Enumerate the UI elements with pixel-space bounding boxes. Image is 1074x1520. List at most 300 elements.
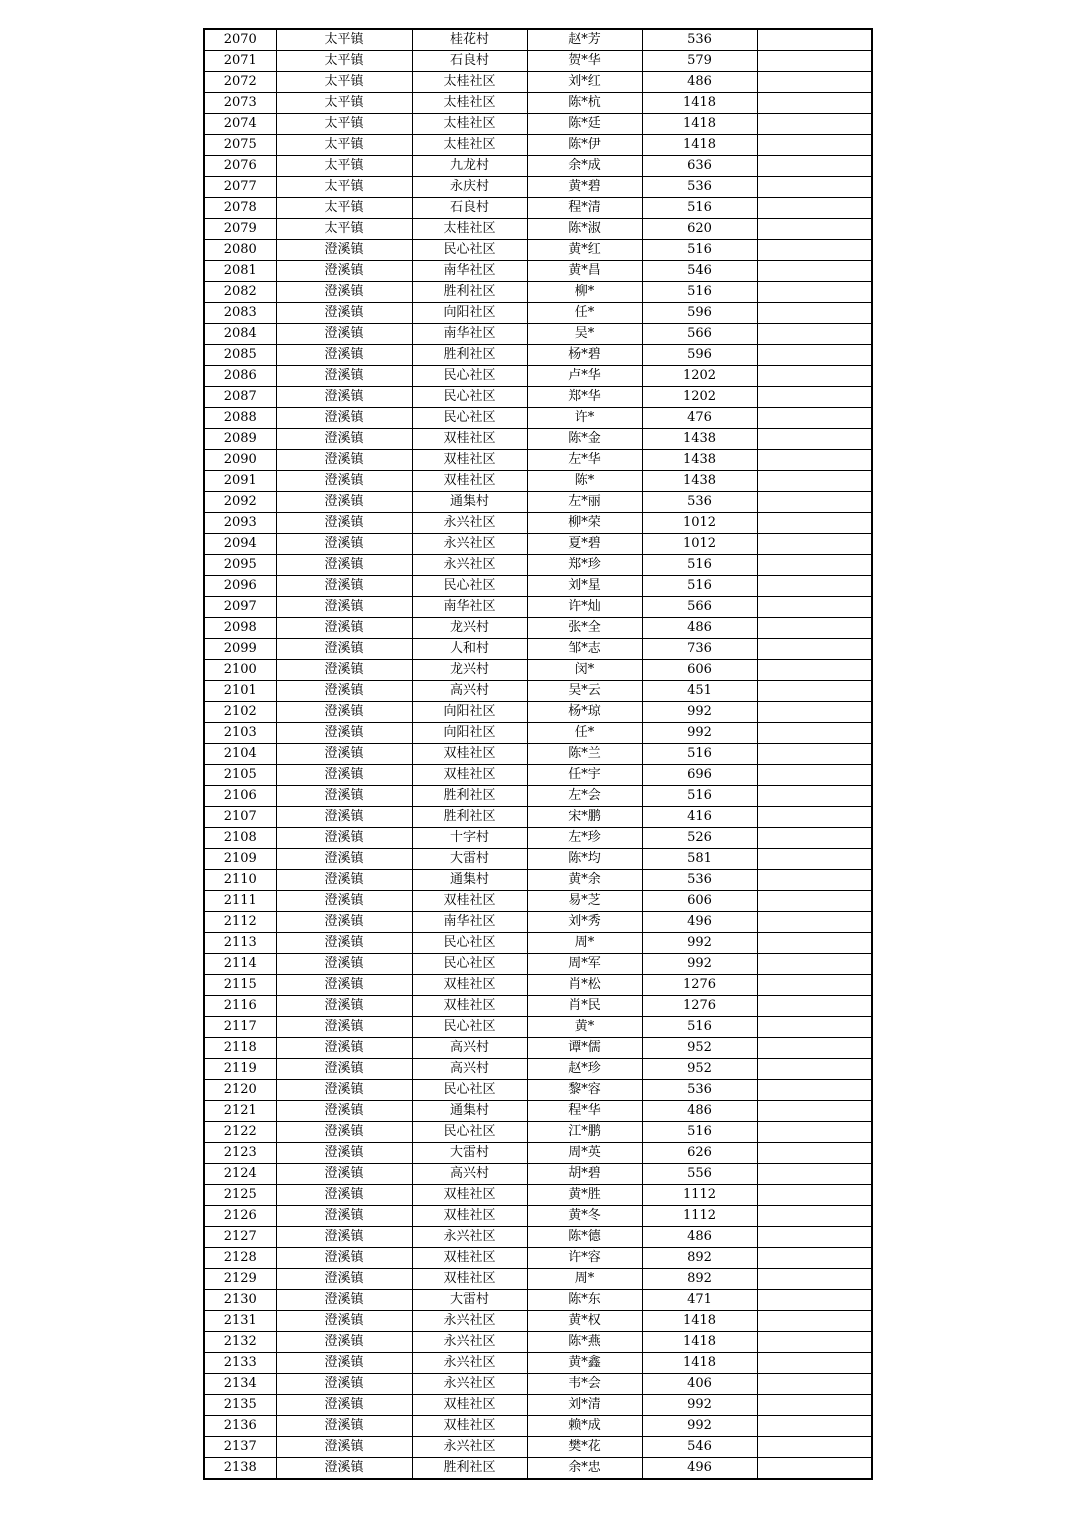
note-cell bbox=[757, 345, 872, 366]
note-cell bbox=[757, 1038, 872, 1059]
note-cell bbox=[757, 282, 872, 303]
note-cell bbox=[757, 429, 872, 450]
serial-cell: 2134 bbox=[204, 1374, 276, 1395]
village-cell: 人和村 bbox=[412, 639, 527, 660]
town-cell: 澄溪镇 bbox=[276, 597, 412, 618]
village-cell: 石良村 bbox=[412, 51, 527, 72]
amount-cell: 476 bbox=[642, 408, 757, 429]
name-cell: 任* bbox=[527, 303, 642, 324]
amount-cell: 486 bbox=[642, 72, 757, 93]
note-cell bbox=[757, 1122, 872, 1143]
note-cell bbox=[757, 29, 872, 51]
town-cell: 澄溪镇 bbox=[276, 450, 412, 471]
serial-cell: 2083 bbox=[204, 303, 276, 324]
village-cell: 高兴村 bbox=[412, 1038, 527, 1059]
name-cell: 陈*德 bbox=[527, 1227, 642, 1248]
name-cell: 柳* bbox=[527, 282, 642, 303]
town-cell: 澄溪镇 bbox=[276, 849, 412, 870]
serial-cell: 2128 bbox=[204, 1248, 276, 1269]
name-cell: 陈*廷 bbox=[527, 114, 642, 135]
village-cell: 永兴社区 bbox=[412, 1311, 527, 1332]
serial-cell: 2106 bbox=[204, 786, 276, 807]
table-row bbox=[204, 807, 872, 828]
note-cell bbox=[757, 408, 872, 429]
village-cell: 太桂社区 bbox=[412, 114, 527, 135]
amount-cell: 892 bbox=[642, 1269, 757, 1290]
table-row bbox=[204, 1311, 872, 1332]
amount-cell: 636 bbox=[642, 156, 757, 177]
name-cell: 杨*琼 bbox=[527, 702, 642, 723]
note-cell bbox=[757, 177, 872, 198]
amount-cell: 486 bbox=[642, 618, 757, 639]
town-cell: 澄溪镇 bbox=[276, 1395, 412, 1416]
amount-cell: 546 bbox=[642, 1437, 757, 1458]
name-cell: 宋*鹏 bbox=[527, 807, 642, 828]
amount-cell: 1202 bbox=[642, 366, 757, 387]
name-cell: 杨*碧 bbox=[527, 345, 642, 366]
town-cell: 澄溪镇 bbox=[276, 1122, 412, 1143]
name-cell: 郑*华 bbox=[527, 387, 642, 408]
note-cell bbox=[757, 114, 872, 135]
amount-cell: 606 bbox=[642, 891, 757, 912]
name-cell: 黄*鑫 bbox=[527, 1353, 642, 1374]
amount-cell: 1438 bbox=[642, 450, 757, 471]
serial-cell: 2079 bbox=[204, 219, 276, 240]
name-cell: 黄*余 bbox=[527, 870, 642, 891]
name-cell: 周*军 bbox=[527, 954, 642, 975]
village-cell: 大雷村 bbox=[412, 849, 527, 870]
name-cell: 左*丽 bbox=[527, 492, 642, 513]
table-row bbox=[204, 891, 872, 912]
table-row bbox=[204, 618, 872, 639]
village-cell: 永庆村 bbox=[412, 177, 527, 198]
village-cell: 通集村 bbox=[412, 870, 527, 891]
amount-cell: 1418 bbox=[642, 1353, 757, 1374]
serial-cell: 2103 bbox=[204, 723, 276, 744]
amount-cell: 1418 bbox=[642, 114, 757, 135]
serial-cell: 2138 bbox=[204, 1458, 276, 1480]
amount-cell: 471 bbox=[642, 1290, 757, 1311]
town-cell: 澄溪镇 bbox=[276, 1248, 412, 1269]
table-row bbox=[204, 1227, 872, 1248]
note-cell bbox=[757, 303, 872, 324]
serial-cell: 2094 bbox=[204, 534, 276, 555]
village-cell: 大雷村 bbox=[412, 1290, 527, 1311]
name-cell: 易*芝 bbox=[527, 891, 642, 912]
serial-cell: 2091 bbox=[204, 471, 276, 492]
amount-cell: 496 bbox=[642, 1458, 757, 1480]
town-cell: 太平镇 bbox=[276, 29, 412, 51]
amount-cell: 626 bbox=[642, 1143, 757, 1164]
amount-cell: 516 bbox=[642, 786, 757, 807]
town-cell: 澄溪镇 bbox=[276, 492, 412, 513]
village-cell: 通集村 bbox=[412, 492, 527, 513]
village-cell: 双桂社区 bbox=[412, 891, 527, 912]
table-row bbox=[204, 681, 872, 702]
village-cell: 民心社区 bbox=[412, 1080, 527, 1101]
note-cell bbox=[757, 324, 872, 345]
note-cell bbox=[757, 912, 872, 933]
village-cell: 民心社区 bbox=[412, 387, 527, 408]
table-row bbox=[204, 639, 872, 660]
note-cell bbox=[757, 933, 872, 954]
serial-cell: 2081 bbox=[204, 261, 276, 282]
village-cell: 双桂社区 bbox=[412, 975, 527, 996]
village-cell: 双桂社区 bbox=[412, 1395, 527, 1416]
town-cell: 澄溪镇 bbox=[276, 723, 412, 744]
name-cell: 张*全 bbox=[527, 618, 642, 639]
note-cell bbox=[757, 135, 872, 156]
name-cell: 赵*珍 bbox=[527, 1059, 642, 1080]
table-row bbox=[204, 408, 872, 429]
note-cell bbox=[757, 156, 872, 177]
amount-cell: 566 bbox=[642, 597, 757, 618]
village-cell: 永兴社区 bbox=[412, 534, 527, 555]
amount-cell: 581 bbox=[642, 849, 757, 870]
table-row bbox=[204, 513, 872, 534]
note-cell bbox=[757, 1080, 872, 1101]
amount-cell: 486 bbox=[642, 1101, 757, 1122]
name-cell: 许*容 bbox=[527, 1248, 642, 1269]
amount-cell: 516 bbox=[642, 1122, 757, 1143]
note-cell bbox=[757, 219, 872, 240]
amount-cell: 1418 bbox=[642, 135, 757, 156]
serial-cell: 2075 bbox=[204, 135, 276, 156]
name-cell: 韦*会 bbox=[527, 1374, 642, 1395]
serial-cell: 2101 bbox=[204, 681, 276, 702]
note-cell bbox=[757, 975, 872, 996]
town-cell: 澄溪镇 bbox=[276, 576, 412, 597]
village-cell: 双桂社区 bbox=[412, 1206, 527, 1227]
note-cell bbox=[757, 597, 872, 618]
table-row bbox=[204, 429, 872, 450]
village-cell: 民心社区 bbox=[412, 954, 527, 975]
note-cell bbox=[757, 954, 872, 975]
name-cell: 闵* bbox=[527, 660, 642, 681]
serial-cell: 2088 bbox=[204, 408, 276, 429]
village-cell: 永兴社区 bbox=[412, 555, 527, 576]
serial-cell: 2085 bbox=[204, 345, 276, 366]
village-cell: 永兴社区 bbox=[412, 1374, 527, 1395]
town-cell: 太平镇 bbox=[276, 198, 412, 219]
name-cell: 任*宇 bbox=[527, 765, 642, 786]
serial-cell: 2116 bbox=[204, 996, 276, 1017]
village-cell: 民心社区 bbox=[412, 1122, 527, 1143]
amount-cell: 1012 bbox=[642, 534, 757, 555]
note-cell bbox=[757, 1290, 872, 1311]
name-cell: 左*珍 bbox=[527, 828, 642, 849]
village-cell: 永兴社区 bbox=[412, 1227, 527, 1248]
village-cell: 太桂社区 bbox=[412, 72, 527, 93]
village-cell: 民心社区 bbox=[412, 1017, 527, 1038]
table-row bbox=[204, 744, 872, 765]
town-cell: 太平镇 bbox=[276, 177, 412, 198]
village-cell: 桂花村 bbox=[412, 29, 527, 51]
serial-cell: 2100 bbox=[204, 660, 276, 681]
roster-table bbox=[203, 28, 873, 1480]
village-cell: 龙兴村 bbox=[412, 618, 527, 639]
serial-cell: 2114 bbox=[204, 954, 276, 975]
amount-cell: 516 bbox=[642, 240, 757, 261]
note-cell bbox=[757, 1143, 872, 1164]
note-cell bbox=[757, 1248, 872, 1269]
town-cell: 澄溪镇 bbox=[276, 765, 412, 786]
note-cell bbox=[757, 1206, 872, 1227]
amount-cell: 1112 bbox=[642, 1206, 757, 1227]
amount-cell: 536 bbox=[642, 492, 757, 513]
table-row bbox=[204, 996, 872, 1017]
town-cell: 澄溪镇 bbox=[276, 660, 412, 681]
village-cell: 龙兴村 bbox=[412, 660, 527, 681]
table-row bbox=[204, 786, 872, 807]
village-cell: 太桂社区 bbox=[412, 219, 527, 240]
table-row bbox=[204, 324, 872, 345]
name-cell: 余*忠 bbox=[527, 1458, 642, 1480]
town-cell: 澄溪镇 bbox=[276, 282, 412, 303]
note-cell bbox=[757, 1311, 872, 1332]
table-row bbox=[204, 1122, 872, 1143]
name-cell: 吴*云 bbox=[527, 681, 642, 702]
name-cell: 黄*碧 bbox=[527, 177, 642, 198]
table-row bbox=[204, 198, 872, 219]
serial-cell: 2093 bbox=[204, 513, 276, 534]
amount-cell: 992 bbox=[642, 1416, 757, 1437]
table-row bbox=[204, 1353, 872, 1374]
serial-cell: 2087 bbox=[204, 387, 276, 408]
town-cell: 澄溪镇 bbox=[276, 933, 412, 954]
amount-cell: 556 bbox=[642, 1164, 757, 1185]
amount-cell: 1418 bbox=[642, 1332, 757, 1353]
amount-cell: 596 bbox=[642, 345, 757, 366]
name-cell: 余*成 bbox=[527, 156, 642, 177]
amount-cell: 579 bbox=[642, 51, 757, 72]
note-cell bbox=[757, 1164, 872, 1185]
name-cell: 左*会 bbox=[527, 786, 642, 807]
town-cell: 澄溪镇 bbox=[276, 534, 412, 555]
name-cell: 周* bbox=[527, 933, 642, 954]
table-row bbox=[204, 1332, 872, 1353]
serial-cell: 2105 bbox=[204, 765, 276, 786]
name-cell: 黄*昌 bbox=[527, 261, 642, 282]
table-row bbox=[204, 576, 872, 597]
serial-cell: 2129 bbox=[204, 1269, 276, 1290]
village-cell: 民心社区 bbox=[412, 366, 527, 387]
amount-cell: 1112 bbox=[642, 1185, 757, 1206]
amount-cell: 406 bbox=[642, 1374, 757, 1395]
serial-cell: 2082 bbox=[204, 282, 276, 303]
village-cell: 双桂社区 bbox=[412, 1185, 527, 1206]
town-cell: 澄溪镇 bbox=[276, 303, 412, 324]
serial-cell: 2124 bbox=[204, 1164, 276, 1185]
village-cell: 九龙村 bbox=[412, 156, 527, 177]
serial-cell: 2089 bbox=[204, 429, 276, 450]
village-cell: 胜利社区 bbox=[412, 1458, 527, 1480]
name-cell: 陈*伊 bbox=[527, 135, 642, 156]
amount-cell: 516 bbox=[642, 282, 757, 303]
town-cell: 澄溪镇 bbox=[276, 261, 412, 282]
note-cell bbox=[757, 555, 872, 576]
village-cell: 民心社区 bbox=[412, 576, 527, 597]
town-cell: 澄溪镇 bbox=[276, 1185, 412, 1206]
amount-cell: 536 bbox=[642, 29, 757, 51]
town-cell: 澄溪镇 bbox=[276, 387, 412, 408]
town-cell: 澄溪镇 bbox=[276, 1374, 412, 1395]
note-cell bbox=[757, 828, 872, 849]
name-cell: 刘*秀 bbox=[527, 912, 642, 933]
serial-cell: 2090 bbox=[204, 450, 276, 471]
table-row bbox=[204, 72, 872, 93]
village-cell: 永兴社区 bbox=[412, 1437, 527, 1458]
name-cell: 陈*燕 bbox=[527, 1332, 642, 1353]
town-cell: 澄溪镇 bbox=[276, 1416, 412, 1437]
amount-cell: 992 bbox=[642, 1395, 757, 1416]
table-row bbox=[204, 1416, 872, 1437]
note-cell bbox=[757, 366, 872, 387]
table-row bbox=[204, 1101, 872, 1122]
amount-cell: 1438 bbox=[642, 429, 757, 450]
village-cell: 双桂社区 bbox=[412, 1248, 527, 1269]
town-cell: 澄溪镇 bbox=[276, 1038, 412, 1059]
town-cell: 澄溪镇 bbox=[276, 618, 412, 639]
name-cell: 陈*淑 bbox=[527, 219, 642, 240]
town-cell: 澄溪镇 bbox=[276, 1101, 412, 1122]
serial-cell: 2119 bbox=[204, 1059, 276, 1080]
amount-cell: 536 bbox=[642, 177, 757, 198]
name-cell: 郑*珍 bbox=[527, 555, 642, 576]
note-cell bbox=[757, 450, 872, 471]
serial-cell: 2095 bbox=[204, 555, 276, 576]
table-row bbox=[204, 219, 872, 240]
note-cell bbox=[757, 492, 872, 513]
serial-cell: 2113 bbox=[204, 933, 276, 954]
name-cell: 柳*荣 bbox=[527, 513, 642, 534]
village-cell: 太桂社区 bbox=[412, 135, 527, 156]
serial-cell: 2136 bbox=[204, 1416, 276, 1437]
town-cell: 澄溪镇 bbox=[276, 786, 412, 807]
note-cell bbox=[757, 471, 872, 492]
serial-cell: 2118 bbox=[204, 1038, 276, 1059]
village-cell: 双桂社区 bbox=[412, 996, 527, 1017]
serial-cell: 2099 bbox=[204, 639, 276, 660]
note-cell bbox=[757, 1437, 872, 1458]
town-cell: 澄溪镇 bbox=[276, 429, 412, 450]
village-cell: 通集村 bbox=[412, 1101, 527, 1122]
town-cell: 澄溪镇 bbox=[276, 828, 412, 849]
table-row bbox=[204, 534, 872, 555]
table-row bbox=[204, 471, 872, 492]
note-cell bbox=[757, 765, 872, 786]
town-cell: 澄溪镇 bbox=[276, 681, 412, 702]
serial-cell: 2130 bbox=[204, 1290, 276, 1311]
town-cell: 澄溪镇 bbox=[276, 1059, 412, 1080]
note-cell bbox=[757, 870, 872, 891]
table-row bbox=[204, 282, 872, 303]
note-cell bbox=[757, 996, 872, 1017]
table-row bbox=[204, 303, 872, 324]
note-cell bbox=[757, 1374, 872, 1395]
name-cell: 周*英 bbox=[527, 1143, 642, 1164]
note-cell bbox=[757, 576, 872, 597]
serial-cell: 2110 bbox=[204, 870, 276, 891]
name-cell: 谭*儒 bbox=[527, 1038, 642, 1059]
name-cell: 夏*碧 bbox=[527, 534, 642, 555]
table-row bbox=[204, 849, 872, 870]
serial-cell: 2074 bbox=[204, 114, 276, 135]
town-cell: 澄溪镇 bbox=[276, 345, 412, 366]
name-cell: 刘*红 bbox=[527, 72, 642, 93]
table-row bbox=[204, 765, 872, 786]
table-row bbox=[204, 1206, 872, 1227]
name-cell: 刘*清 bbox=[527, 1395, 642, 1416]
table-row bbox=[204, 114, 872, 135]
village-cell: 向阳社区 bbox=[412, 702, 527, 723]
town-cell: 澄溪镇 bbox=[276, 891, 412, 912]
note-cell bbox=[757, 681, 872, 702]
note-cell bbox=[757, 849, 872, 870]
name-cell: 赵*芳 bbox=[527, 29, 642, 51]
town-cell: 澄溪镇 bbox=[276, 870, 412, 891]
roster-table-body bbox=[204, 29, 872, 1479]
table-row bbox=[204, 1374, 872, 1395]
table-row bbox=[204, 1059, 872, 1080]
amount-cell: 536 bbox=[642, 1080, 757, 1101]
village-cell: 南华社区 bbox=[412, 912, 527, 933]
note-cell bbox=[757, 261, 872, 282]
table-row bbox=[204, 975, 872, 996]
serial-cell: 2086 bbox=[204, 366, 276, 387]
amount-cell: 696 bbox=[642, 765, 757, 786]
amount-cell: 1418 bbox=[642, 93, 757, 114]
town-cell: 太平镇 bbox=[276, 93, 412, 114]
town-cell: 澄溪镇 bbox=[276, 1458, 412, 1480]
amount-cell: 526 bbox=[642, 828, 757, 849]
amount-cell: 546 bbox=[642, 261, 757, 282]
amount-cell: 536 bbox=[642, 870, 757, 891]
table-row bbox=[204, 1143, 872, 1164]
amount-cell: 892 bbox=[642, 1248, 757, 1269]
village-cell: 民心社区 bbox=[412, 408, 527, 429]
table-row bbox=[204, 1437, 872, 1458]
amount-cell: 516 bbox=[642, 555, 757, 576]
note-cell bbox=[757, 513, 872, 534]
name-cell: 黄*胜 bbox=[527, 1185, 642, 1206]
serial-cell: 2126 bbox=[204, 1206, 276, 1227]
serial-cell: 2112 bbox=[204, 912, 276, 933]
amount-cell: 566 bbox=[642, 324, 757, 345]
table-row bbox=[204, 29, 872, 51]
name-cell: 卢*华 bbox=[527, 366, 642, 387]
serial-cell: 2132 bbox=[204, 1332, 276, 1353]
table-row bbox=[204, 135, 872, 156]
serial-cell: 2102 bbox=[204, 702, 276, 723]
note-cell bbox=[757, 1353, 872, 1374]
name-cell: 黄*冬 bbox=[527, 1206, 642, 1227]
table-row bbox=[204, 1185, 872, 1206]
amount-cell: 736 bbox=[642, 639, 757, 660]
town-cell: 澄溪镇 bbox=[276, 807, 412, 828]
town-cell: 澄溪镇 bbox=[276, 1080, 412, 1101]
village-cell: 南华社区 bbox=[412, 597, 527, 618]
table-row bbox=[204, 912, 872, 933]
town-cell: 澄溪镇 bbox=[276, 1269, 412, 1290]
amount-cell: 952 bbox=[642, 1038, 757, 1059]
note-cell bbox=[757, 93, 872, 114]
amount-cell: 596 bbox=[642, 303, 757, 324]
amount-cell: 1202 bbox=[642, 387, 757, 408]
amount-cell: 451 bbox=[642, 681, 757, 702]
village-cell: 高兴村 bbox=[412, 1164, 527, 1185]
serial-cell: 2084 bbox=[204, 324, 276, 345]
